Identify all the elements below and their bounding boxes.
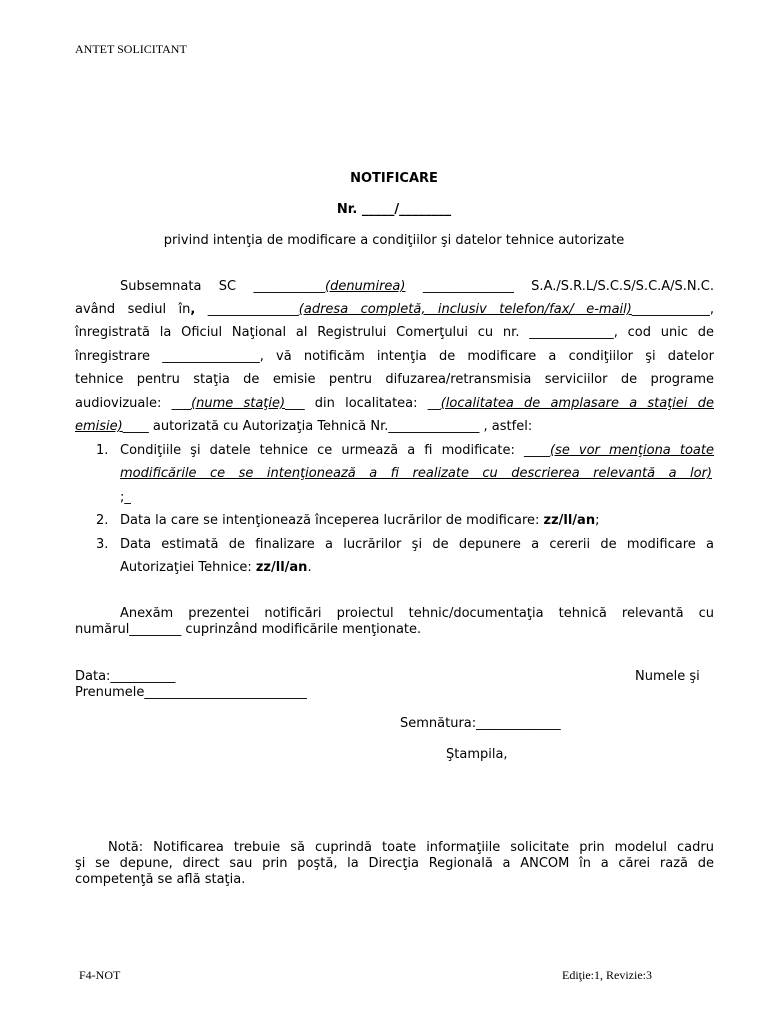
list-item-3-line-2: Autorizaţiei Tehnice: zz/ll/an. — [120, 560, 312, 575]
end-date-placeholder: zz/ll/an — [255, 560, 308, 575]
surname-field: Prenumele_________________________ — [75, 685, 307, 700]
signature-field: Semnătura:_____________ — [400, 716, 561, 731]
document-title: NOTIFICARE — [350, 171, 438, 186]
footer-edition: Ediţie:1, Revizie:3 — [562, 968, 652, 982]
body-line-6: audiovizuale: ___(nume staţie)___ din localitatea: __(localitatea de amplasare a staţiei de — [75, 396, 714, 411]
body-line-1: Subsemnata SC ___________(denumirea) ______________ S.A./S.R.L/S.C.S/S.C.A/S.N.C. — [120, 279, 714, 294]
annex-line-2: numărul________ cuprinzând modificările menţionate. — [75, 622, 422, 637]
station-name-placeholder: (nume staţie) — [191, 396, 286, 411]
list-item-2: Data la care se intenţionează începerea lucrărilor de modificare: zz/ll/an; — [120, 513, 600, 528]
list-item-1-line-3: ;_ — [120, 490, 131, 505]
body-line-7: emisie)____ autorizată cu Autorizaţia Tehnică Nr.______________ , astfel: — [75, 419, 533, 434]
body-line-4: înregistrare _______________, vă notificăm intenţia de modificare a condiţiilor şi datelor — [75, 349, 714, 364]
locality-placeholder: (localitatea de amplasare a staţiei de — [440, 396, 714, 411]
list-number-3: 3. — [96, 537, 109, 552]
note-line-2: şi se depune, direct sau prin poştă, la Direcţia Regională a ANCOM în a cărei rază de — [75, 856, 714, 871]
list-item-3-line-1: Data estimată de finalizare a lucrărilor şi de depunere a cererii de modificare a — [120, 537, 714, 552]
document-number: Nr. _____/________ — [336, 202, 452, 217]
letterhead-placeholder: ANTET SOLICITANT — [75, 42, 187, 56]
annex-line-1: Anexăm prezentei notificări proiectul tehnic/documentaţia tehnică relevantă cu — [120, 606, 714, 621]
name-label: Numele şi — [635, 669, 700, 684]
note-line-1: Notă: Notificarea trebuie să cuprindă toate informaţiile solicitate prin modelul cadru — [108, 840, 714, 855]
list-number-2: 2. — [96, 513, 109, 528]
note-line-3: competenţă se află staţia. — [75, 872, 246, 887]
document-subtitle: privind intenţia de modificare a condiţiilor şi datelor tehnice autorizate — [163, 233, 625, 248]
list-number-1: 1. — [96, 443, 109, 458]
body-line-5: tehnice pentru staţia de emisie pentru difuzarea/retransmisia serviciilor de programe — [75, 372, 714, 387]
company-name-placeholder: (denumirea) — [325, 279, 406, 294]
address-placeholder: (adresa completă, inclusiv telefon/fax/ e-mail) — [298, 302, 632, 317]
stamp-label: Ştampila, — [446, 747, 508, 762]
body-line-3: înregistrată la Oficiul Naţional al Registrului Comerţului cu nr. _____________, cod unic de — [75, 325, 714, 340]
date-field: Data:__________ — [75, 669, 176, 684]
footer-form-code: F4-NOT — [79, 968, 121, 982]
start-date-placeholder: zz/ll/an — [543, 513, 596, 528]
list-item-1-line-2: modificările ce se intenţionează a fi realizate cu descrierea relevantă a lor) — [120, 466, 712, 481]
body-line-2: având sediul în, ______________(adresa completă, inclusiv telefon/fax/ e-mail)____________, — [75, 302, 714, 317]
list-item-1-line-1: Condiţiile şi datele tehnice ce urmează a fi modificate: ____(se vor menţiona toate — [120, 443, 714, 458]
